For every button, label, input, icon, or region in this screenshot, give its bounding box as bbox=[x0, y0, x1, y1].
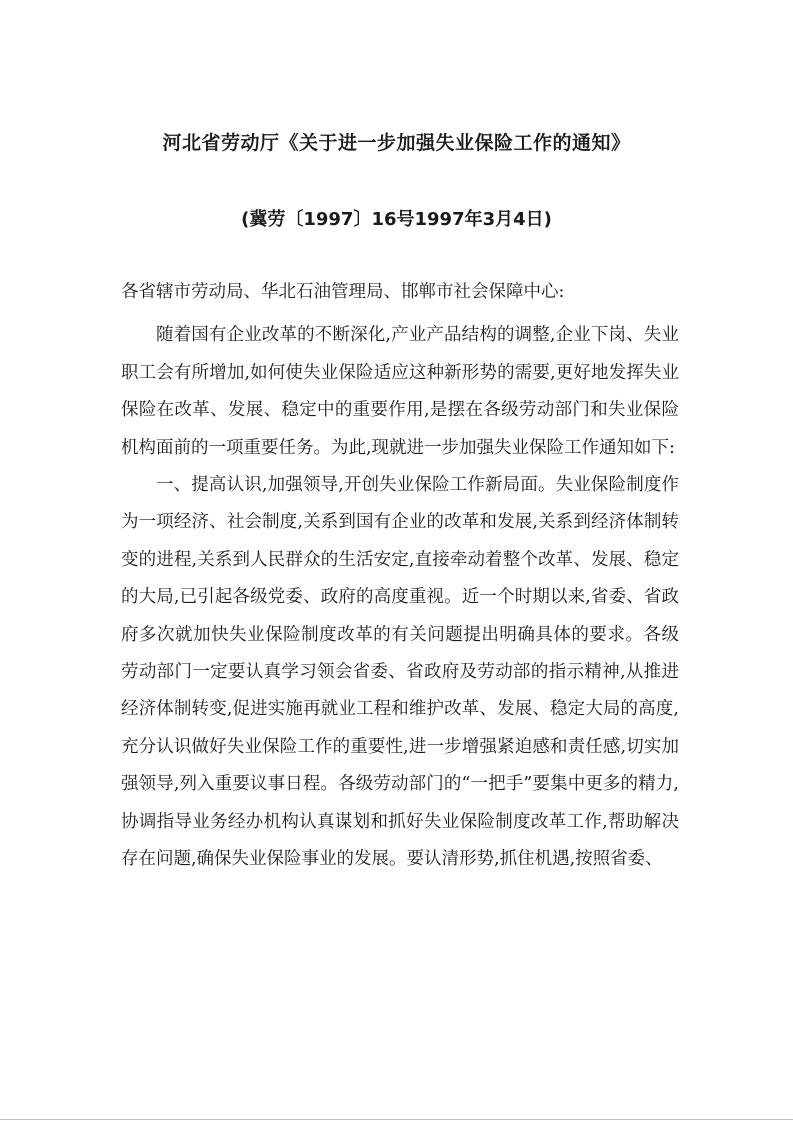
page-bottom-divider bbox=[0, 1119, 793, 1120]
body-paragraph: 一、提高认识,加强领导,开创失业保险工作新局面。失业保险制度作为一项经济、社会制度,关系到国有企业的改革和发展,关系到经济体制转变的进程,关系到人民群众的生活安定,直接牵动着整个改革、发展、稳定的大局,已引起各级党委、政府的高度重视。近一个时期以来,省委、省政府多次就加快失业保险制度改革的有关问题提出明确具体的要求。各级劳动部门一定要认真学习领会省委、省政府及劳动部的指示精神,从推进经济体制转变,促进实施再就业工程和维护改革、发展、稳定大局的高度,充分认识做好失业保险工作的重要性,进一步增强紧迫感和责任感,切实加强领导,列入重要议事日程。各级劳动部门的“一把手”要集中更多的精力,协调指导业务经办机构认真谋划和抓好失业保险制度改革工作,帮助解决存在问题,确保失业保险事业的发展。要认清形势,抓住机遇,按照省委、 bbox=[121, 475, 679, 870]
salutation: 各省辖市劳动局、华北石油管理局、邯郸市社会保障中心: bbox=[121, 282, 565, 302]
document-title: 河北省劳动厅《关于进一步加强失业保险工作的通知》 bbox=[162, 132, 631, 154]
document-subtitle: (冀劳〔1997〕16号1997年3月4日) bbox=[241, 209, 552, 230]
body-paragraph: 随着国有企业改革的不断深化,产业产品结构的调整,企业下岗、失业职工会有所增加,如何使失业保险适应这种新形势的需要,更好地发挥失业保险在改革、发展、稳定中的重要作用,是摆在各级劳动部门和失业保险机构面前的一项重要任务。为此,现就进一步加强失业保险工作通知如下: bbox=[121, 325, 679, 458]
document-body bbox=[121, 274, 679, 879]
